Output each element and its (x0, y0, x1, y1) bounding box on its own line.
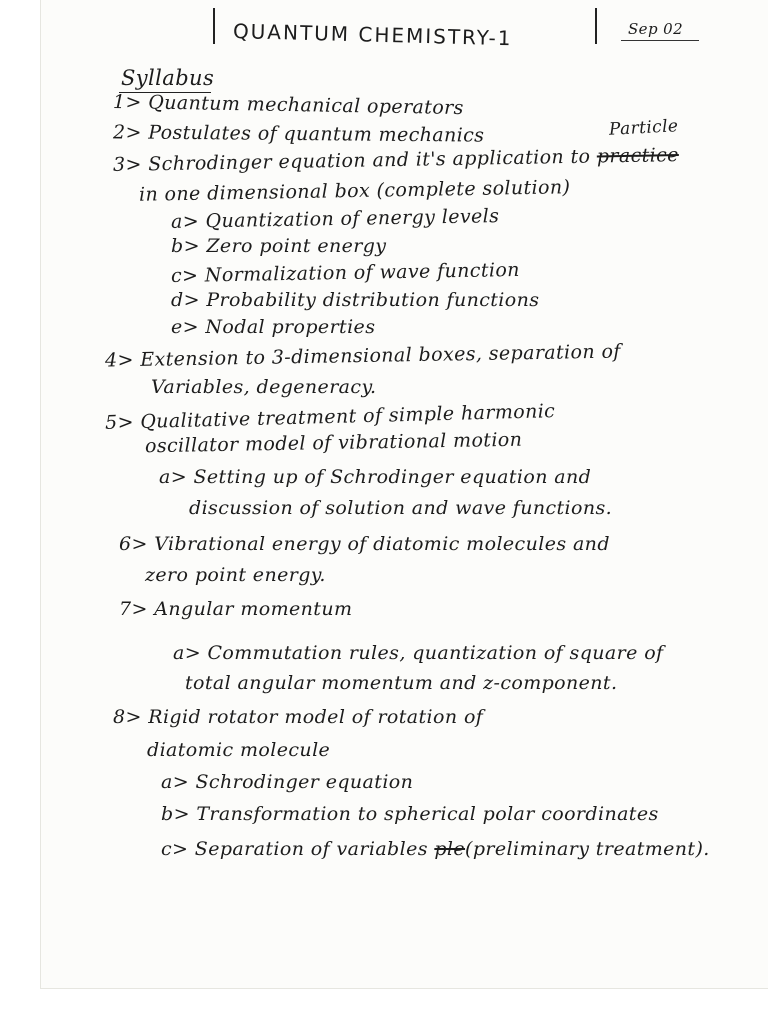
syllabus-item-4: 4> Extension to 3-dimensional boxes, separation of (104, 340, 621, 372)
syllabus-item-2: 2> Postulates of quantum mechanics (112, 121, 485, 147)
sub-item-5a: a> Setting up of Schrodinger equation and (159, 466, 592, 488)
sub-item-8b: b> Transformation to spherical polar coordinates (161, 803, 659, 825)
syllabus-item-7: 7> Angular momentum (119, 598, 353, 620)
sub-item-3d: d> Probability distribution functions (171, 289, 540, 311)
syllabus-item-8-cont: diatomic molecule (147, 739, 331, 761)
sub-item-3c: c> Normalization of wave function (170, 258, 521, 288)
sub-item-8c-note: (preliminary treatment). (465, 838, 710, 860)
sub-item-3a: a> Quantization of energy levels (170, 205, 500, 233)
syllabus-item-4-cont: Variables, degeneracy. (151, 376, 377, 398)
syllabus-item-3-cont: in one dimensional box (complete solution) (138, 176, 571, 206)
syllabus-heading: Syllabus (121, 66, 215, 90)
correction-note: Particle (608, 116, 679, 140)
sub-item-7a: a> Commutation rules, quantization of square of (173, 642, 664, 664)
sub-item-8c (161, 840, 710, 859)
syllabus-item-8: 8> Rigid rotator model of rotation of (113, 706, 484, 728)
struck-text: ple (434, 838, 466, 860)
syllabus-item-5: 5> Qualitative treatment of simple harmonic (104, 400, 556, 434)
sub-item-3b: b> Zero point energy (171, 235, 387, 257)
sub-item-8c-text: c> Separation of variables (161, 838, 428, 860)
syllabus-item-1: 1> Quantum mechanical operators (112, 90, 464, 120)
sub-item-5a-cont: discussion of solution and wave functions. (189, 497, 613, 519)
date-underline (621, 40, 699, 41)
date-label: Sep 02 (628, 20, 684, 38)
syllabus-item-3: 3> Schrodinger equation and it's application to practice (112, 144, 680, 176)
notebook-page (40, 0, 768, 989)
page-title: QUANTUM CHEMISTRY-1 (232, 19, 513, 51)
syllabus-item-6-cont: zero point energy. (145, 564, 326, 586)
sub-item-7a-cont: total angular momentum and z-component. (185, 672, 618, 694)
syllabus-item-5-cont: oscillator model of vibrational motion (144, 428, 523, 458)
sub-item-3e: e> Nodal properties (171, 316, 376, 338)
syllabus-item-6: 6> Vibrational energy of diatomic molecules and (119, 533, 610, 555)
sub-item-8a: a> Schrodinger equation (161, 771, 414, 793)
struck-word: practice (596, 144, 680, 168)
